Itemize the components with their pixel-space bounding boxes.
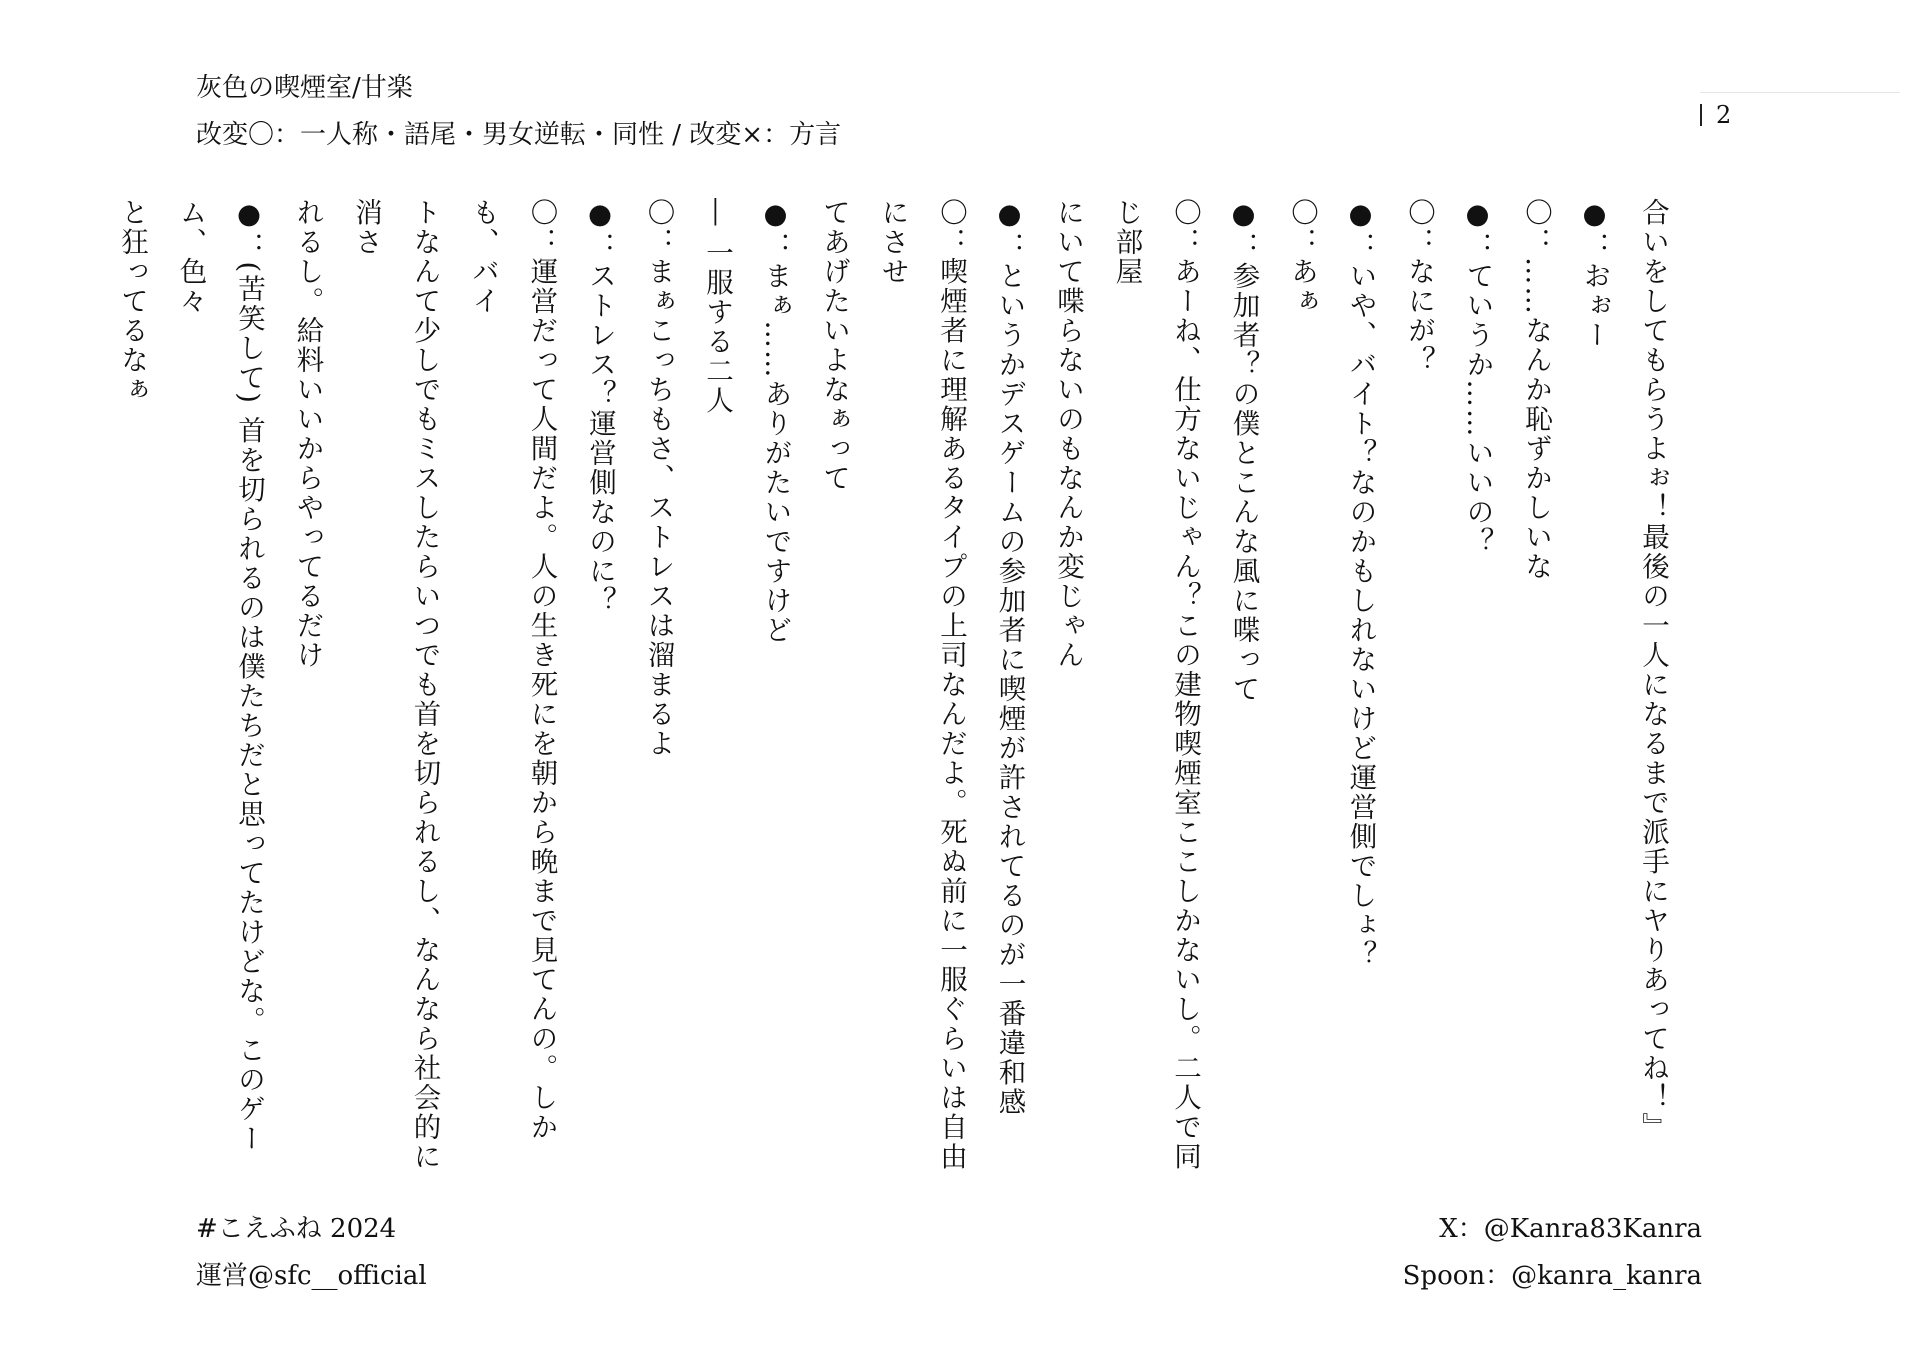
script-line: 〇：喫煙者に理解あるタイプの上司なんだよ。死ぬ前に一服ぐらいは自由にさせ: [876, 198, 967, 1172]
page-number: [1700, 98, 1731, 132]
x-account: X：@Kanra83Kanra: [1439, 1214, 1702, 1244]
script-line: ●：ていうか……いいの？: [1461, 198, 1494, 557]
script-line: 〇：あぁ: [1286, 198, 1318, 316]
script-line: 〇：あーね、仕方ないじゃん？この建物喫煙室ここしかないし。二人で同じ部屋: [1110, 198, 1201, 1172]
script-line: ●：いや、バイト？なのかもしれないけど運営側でしょ？: [1344, 198, 1377, 970]
script-line: ●：おぉー: [1578, 198, 1611, 350]
script-line: ●：まぁ……ありがたいですけど: [759, 198, 792, 645]
script-line: てあげたいよなぁって: [818, 198, 850, 493]
script-line: 〇：まぁこっちもさ、ストレスは溜まるよ: [642, 198, 675, 759]
vertical-script-body: [103, 198, 1683, 1188]
script-line: ●：ストレス？運営側なのに？: [584, 198, 616, 616]
script-line: れるし。給料いいからやってるだけ: [291, 198, 324, 670]
page-number-value: 2: [1716, 101, 1732, 129]
script-line: 〇：運営だって人間だよ。人の生き死にを朝から晩まで見てんの。しかも、バイ: [467, 198, 558, 1142]
page-number-bar: [1700, 104, 1702, 126]
script-line: ●：参加者？の僕とこんな風に喋って: [1227, 198, 1260, 704]
script-line: ●：というかデスゲームの参加者に喫煙が許されてるのが一番違和感: [993, 198, 1026, 1117]
script-line: 合いをしてもらうよぉ！最後の一人になるまで派手にヤりあってね！』: [1637, 198, 1669, 1142]
adaptation-rules: 改変〇：一人称・語尾・男女逆転・同性 / 改変×：方言: [196, 120, 842, 150]
script-line: ●：(苦笑して) 首を切られるのは僕たちだと思ってたけどな。このゲーム、色々: [174, 198, 265, 1154]
organizer-account: 運営@sfc__official: [196, 1261, 427, 1291]
stage-direction: ― 一服する二人: [701, 198, 733, 416]
script-line: 〇：なにが？: [1403, 198, 1435, 375]
script-title: 灰色の喫煙室/甘楽: [196, 73, 413, 103]
header-divider: [1700, 92, 1900, 93]
script-line: と狂ってるなぁ: [116, 198, 148, 405]
script-line: トなんて少しでもミスしたらいつでも首を切られるし、なんなら社会的に消さ: [350, 198, 441, 1172]
spoon-account: Spoon：@kanra_kanra: [1402, 1261, 1702, 1291]
event-hashtag: #こえふね 2024: [196, 1214, 397, 1244]
script-line: 〇：……なんか恥ずかしいな: [1520, 198, 1552, 582]
script-line: にいて喋らないのもなんか変じゃん: [1052, 198, 1084, 670]
